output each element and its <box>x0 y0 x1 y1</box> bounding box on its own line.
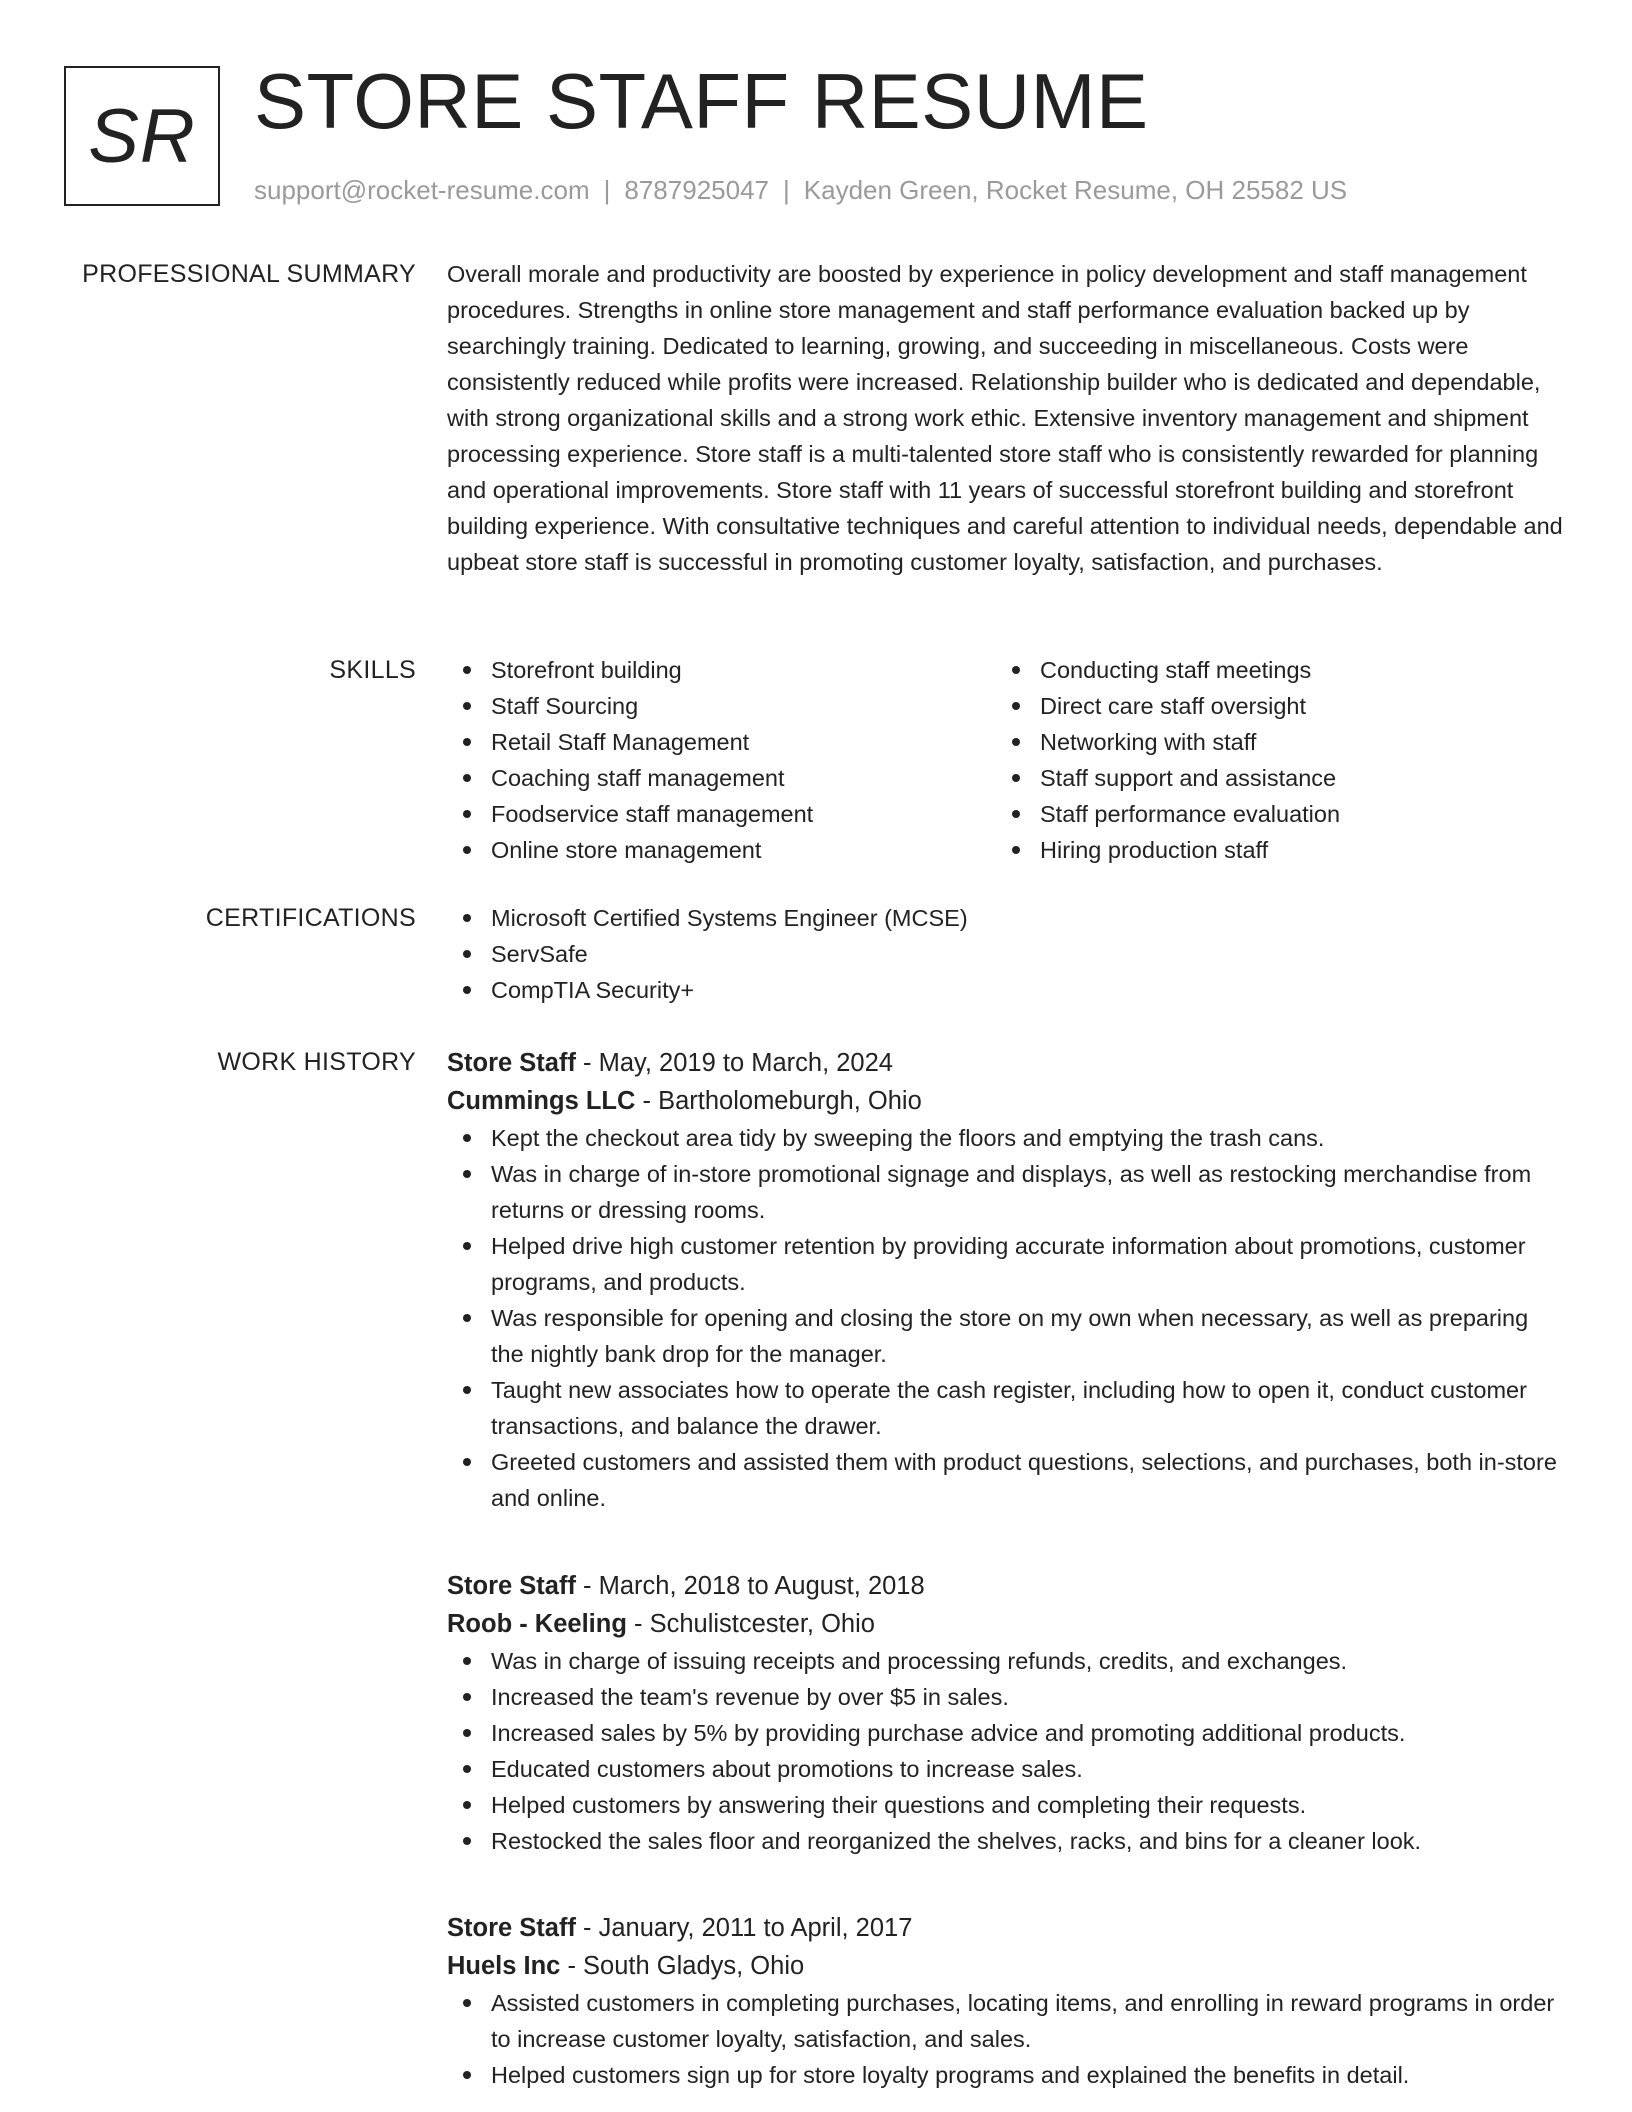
list-item: Was responsible for opening and closing the store on my own when necessary, as well as preparing the nightly bank drop for the manager. <box>447 1300 1567 1372</box>
job-title-line <box>447 1044 1567 1082</box>
job-title: Store Staff <box>447 1049 576 1077</box>
section-label-certifications: CERTIFICATIONS <box>205 904 416 932</box>
list-item: Greeted customers and assisted them with product questions, selections, and purchases, both in-store and online. <box>447 1444 1567 1516</box>
job-bullet-list <box>447 1120 1567 1516</box>
job-company: Cummings LLC <box>447 1087 636 1115</box>
section-label-work-history: WORK HISTORY <box>217 1048 416 1076</box>
list-item: ServSafe <box>447 936 1567 972</box>
job-dates: - May, 2019 to March, 2024 <box>583 1049 893 1077</box>
list-item: Retail Staff Management <box>447 724 996 760</box>
list-item: Staff performance evaluation <box>996 796 1545 832</box>
list-item: Restocked the sales floor and reorganized the shelves, racks, and bins for a cleaner look. <box>447 1823 1567 1859</box>
list-item: Coaching staff management <box>447 760 996 796</box>
job-company-line <box>447 1082 1567 1120</box>
job-location: - South Gladys, Ohio <box>567 1952 805 1980</box>
list-item: Conducting staff meetings <box>996 652 1545 688</box>
list-item: Direct care staff oversight <box>996 688 1545 724</box>
job-entry <box>447 1567 1567 1859</box>
list-item: Online store management <box>447 832 996 868</box>
skills-list-left <box>447 652 996 868</box>
job-dates: - March, 2018 to August, 2018 <box>583 1572 925 1600</box>
job-title: Store Staff <box>447 1914 576 1942</box>
list-item: Staff support and assistance <box>996 760 1545 796</box>
job-entry <box>447 1044 1567 1516</box>
monogram-box <box>64 66 220 206</box>
list-item: Hiring production staff <box>996 832 1545 868</box>
summary-text: Overall morale and productivity are boosted by experience in policy development and staff management procedures. Strengths in online store management and staff performance evaluation backed up by searchingly training. Dedicated to learning, growing, and succeeding in miscellaneous. Costs were consistently reduced while profits were increased. Relationship builder who is dedicated and dependable, with strong organizational skills and a strong work ethic. Extensive inventory management and shipment processing experience. Store staff is a multi-talented store staff who is consistently rewarded for planning and operational improvements. Store staff with 11 years of successful storefront building and storefront building experience. With consultative techniques and careful attention to individual needs, dependable and upbeat store staff is successful in promoting customer loyalty, satisfaction, and purchases. <box>447 261 1563 575</box>
contact-line <box>254 174 1347 206</box>
job-title-line <box>447 1909 1567 1947</box>
job-entry <box>447 1909 1567 2093</box>
job-company-line <box>447 1947 1567 1985</box>
certifications-list <box>447 900 1567 1008</box>
list-item: CompTIA Security+ <box>447 972 1567 1008</box>
list-item: Helped drive high customer retention by providing accurate information about promotions, customer programs, and products. <box>447 1228 1567 1300</box>
summary-body <box>447 256 1567 580</box>
list-item: Staff Sourcing <box>447 688 996 724</box>
list-item: Was in charge of in-store promotional signage and displays, as well as restocking merchandise from returns or dressing rooms. <box>447 1156 1567 1228</box>
certifications-body <box>447 900 1567 1008</box>
list-item: Foodservice staff management <box>447 796 996 832</box>
job-bullet-list <box>447 1985 1567 2093</box>
list-item: Increased sales by 5% by providing purchase advice and promoting additional products. <box>447 1715 1567 1751</box>
contact-separator: | <box>603 175 611 205</box>
job-title-line <box>447 1567 1567 1605</box>
contact-email[interactable]: support@rocket-resume.com <box>254 175 590 205</box>
list-item: Helped customers by answering their questions and completing their requests. <box>447 1787 1567 1823</box>
list-item: Kept the checkout area tidy by sweeping the floors and emptying the trash cans. <box>447 1120 1567 1156</box>
job-company-line <box>447 1605 1567 1643</box>
skills-list-right <box>996 652 1545 868</box>
contact-address: Kayden Green, Rocket Resume, OH 25582 US <box>803 175 1348 205</box>
job-dates: - January, 2011 to April, 2017 <box>583 1914 913 1942</box>
job-location: - Bartholomeburgh, Ohio <box>642 1087 922 1115</box>
section-label-skills: SKILLS <box>329 656 416 684</box>
list-item: Educated customers about promotions to increase sales. <box>447 1751 1567 1787</box>
skills-body <box>447 652 1567 868</box>
list-item: Increased the team's revenue by over $5 in sales. <box>447 1679 1567 1715</box>
section-label-summary: PROFESSIONAL SUMMARY <box>82 260 416 288</box>
list-item: Assisted customers in completing purchases, locating items, and enrolling in reward programs in order to increase customer loyalty, satisfaction, and sales. <box>447 1985 1567 2057</box>
list-item: Microsoft Certified Systems Engineer (MCSE) <box>447 900 1567 936</box>
list-item: Was in charge of issuing receipts and processing refunds, credits, and exchanges. <box>447 1643 1567 1679</box>
list-item: Storefront building <box>447 652 996 688</box>
job-company: Huels Inc <box>447 1952 561 1980</box>
contact-separator: | <box>783 175 790 205</box>
contact-phone: 8787925047 <box>624 175 769 205</box>
job-company: Roob - Keeling <box>447 1610 627 1638</box>
resume-title: STORE STAFF RESUME <box>254 57 1149 145</box>
list-item: Helped customers sign up for store loyalty programs and explained the benefits in detail. <box>447 2057 1567 2093</box>
list-item: Taught new associates how to operate the cash register, including how to open it, conduct customer transactions, and balance the drawer. <box>447 1372 1567 1444</box>
list-item: Networking with staff <box>996 724 1545 760</box>
monogram-initials: SR <box>88 93 196 179</box>
job-title: Store Staff <box>447 1572 576 1600</box>
job-location: - Schulistcester, Ohio <box>634 1610 875 1638</box>
job-bullet-list <box>447 1643 1567 1859</box>
